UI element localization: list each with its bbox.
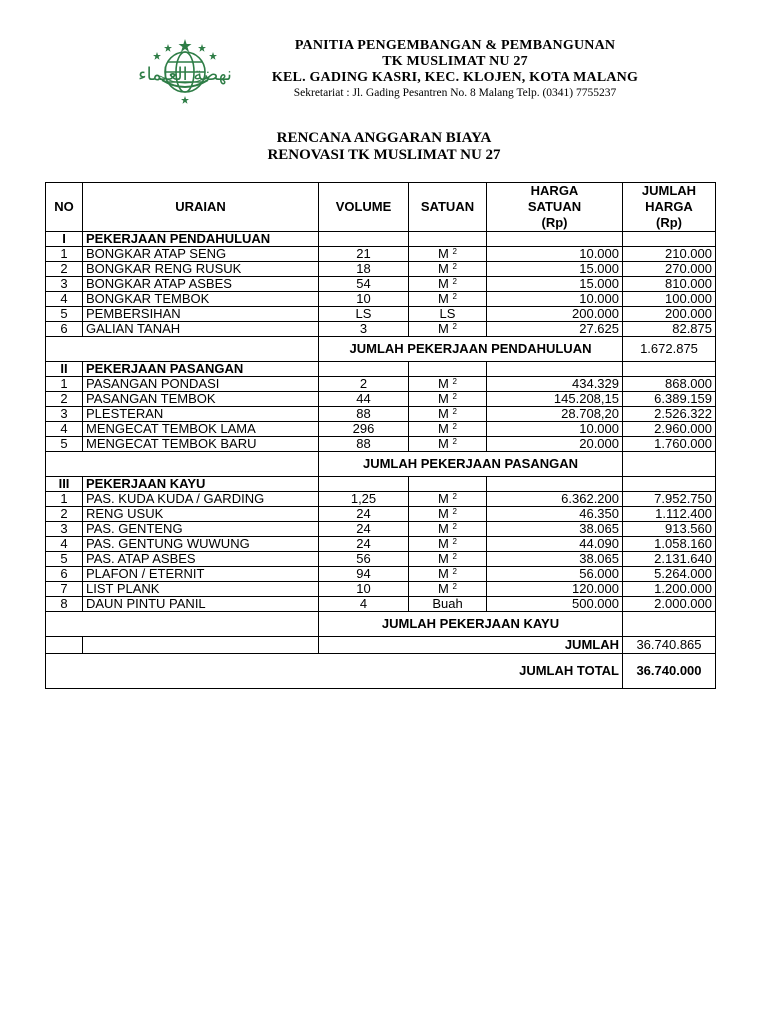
grand-total-row: JUMLAH TOTAL 36.740.000 — [46, 654, 716, 689]
table-row: 2 BONGKAR RENG RUSUK 18 M $^2$ 15.000 270.000 — [46, 262, 716, 277]
table-row: 2 RENG USUK 24 M $^2$ 46.350 1.112.400 — [46, 507, 716, 522]
table-row: 4 MENGECAT TEMBOK LAMA 296 M $^2$ 10.000 2.960.000 — [46, 422, 716, 437]
section-header-row: III PEKERJAAN KAYU — [46, 477, 716, 492]
organization-logo — [110, 36, 260, 106]
subtotal-row: JUMLAH PEKERJAAN PENDAHULUAN 1.672.875 — [46, 337, 716, 362]
table-row: 6 PLAFON / ETERNIT 94 M $^2$ 56.000 5.264.000 — [46, 567, 716, 582]
committee-name: PANITIA PENGEMBANGAN & PEMBANGUNAN — [294, 38, 616, 53]
header-harga-satuan: HARGA SATUAN (Rp) — [487, 183, 623, 232]
table-row: 4 PAS. GENTUNG WUWUNG 24 M $^2$ 44.090 1.058.160 — [46, 537, 716, 552]
table-row: 5 PAS. ATAP ASBES 56 M $^2$ 38.065 2.131.640 — [46, 552, 716, 567]
subtotal-row: JUMLAH PEKERJAAN PASANGAN — [46, 452, 716, 477]
table-row: 5 PEMBERSIHAN LS LS 200.000 200.000 — [46, 307, 716, 322]
header-no: NO — [46, 183, 83, 232]
title-line-1: RENCANA ANGGARAN BIAYA — [276, 130, 492, 146]
section-header-row: II PEKERJAAN PASANGAN — [46, 362, 716, 377]
header-jumlah-harga: JUMLAH HARGA (Rp) — [623, 183, 716, 232]
table-row: 6 GALIAN TANAH 3 M $^2$ 27.625 82.875 — [46, 322, 716, 337]
document-title — [0, 130, 768, 164]
table-row: 4 BONGKAR TEMBOK 10 M $^2$ 10.000 100.000 — [46, 292, 716, 307]
table-row: 3 BONGKAR ATAP ASBES 54 M $^2$ 15.000 810.000 — [46, 277, 716, 292]
subtotal-row: JUMLAH PEKERJAAN KAYU — [46, 612, 716, 637]
secretariat-address: Sekretariat : Jl. Gading Pesantren No. 8 Malang Telp. (0341) 7755237 — [293, 87, 617, 99]
budget-table — [45, 182, 716, 689]
logo-text: نهضة العلماء — [138, 64, 232, 85]
header-volume: VOLUME — [319, 183, 409, 232]
section-header-row: I PEKERJAAN PENDAHULUAN — [46, 232, 716, 247]
table-row: 1 PAS. KUDA KUDA / GARDING 1,25 M $^2$ 6.362.200 7.952.750 — [46, 492, 716, 507]
school-name: TK MUSLIMAT NU 27 — [382, 54, 528, 69]
table-header — [46, 183, 716, 232]
table-row: 1 BONGKAR ATAP SENG 21 M $^2$ 10.000 210.000 — [46, 247, 716, 262]
table-row: 7 LIST PLANK 10 M $^2$ 120.000 1.200.000 — [46, 582, 716, 597]
title-line-2: RENOVASI TK MUSLIMAT NU 27 — [267, 147, 501, 163]
table-row: 3 PLESTERAN 88 M $^2$ 28.708,20 2.526.322 — [46, 407, 716, 422]
letterhead — [240, 38, 670, 101]
jumlah-row: JUMLAH 36.740.865 — [46, 637, 716, 654]
table-row: 5 MENGECAT TEMBOK BARU 88 M $^2$ 20.000 1.760.000 — [46, 437, 716, 452]
table-row: 8 DAUN PINTU PANIL 4 Buah 500.000 2.000.000 — [46, 597, 716, 612]
header-uraian: URAIAN — [83, 183, 319, 232]
table-row: 2 PASANGAN TEMBOK 44 M $^2$ 145.208,15 6.389.159 — [46, 392, 716, 407]
table-row: 1 PASANGAN PONDASI 2 M $^2$ 434.329 868.000 — [46, 377, 716, 392]
location: KEL. GADING KASRI, KEC. KLOJEN, KOTA MALANG — [271, 70, 639, 85]
table-row: 3 PAS. GENTENG 24 M $^2$ 38.065 913.560 — [46, 522, 716, 537]
header-satuan: SATUAN — [409, 183, 487, 232]
